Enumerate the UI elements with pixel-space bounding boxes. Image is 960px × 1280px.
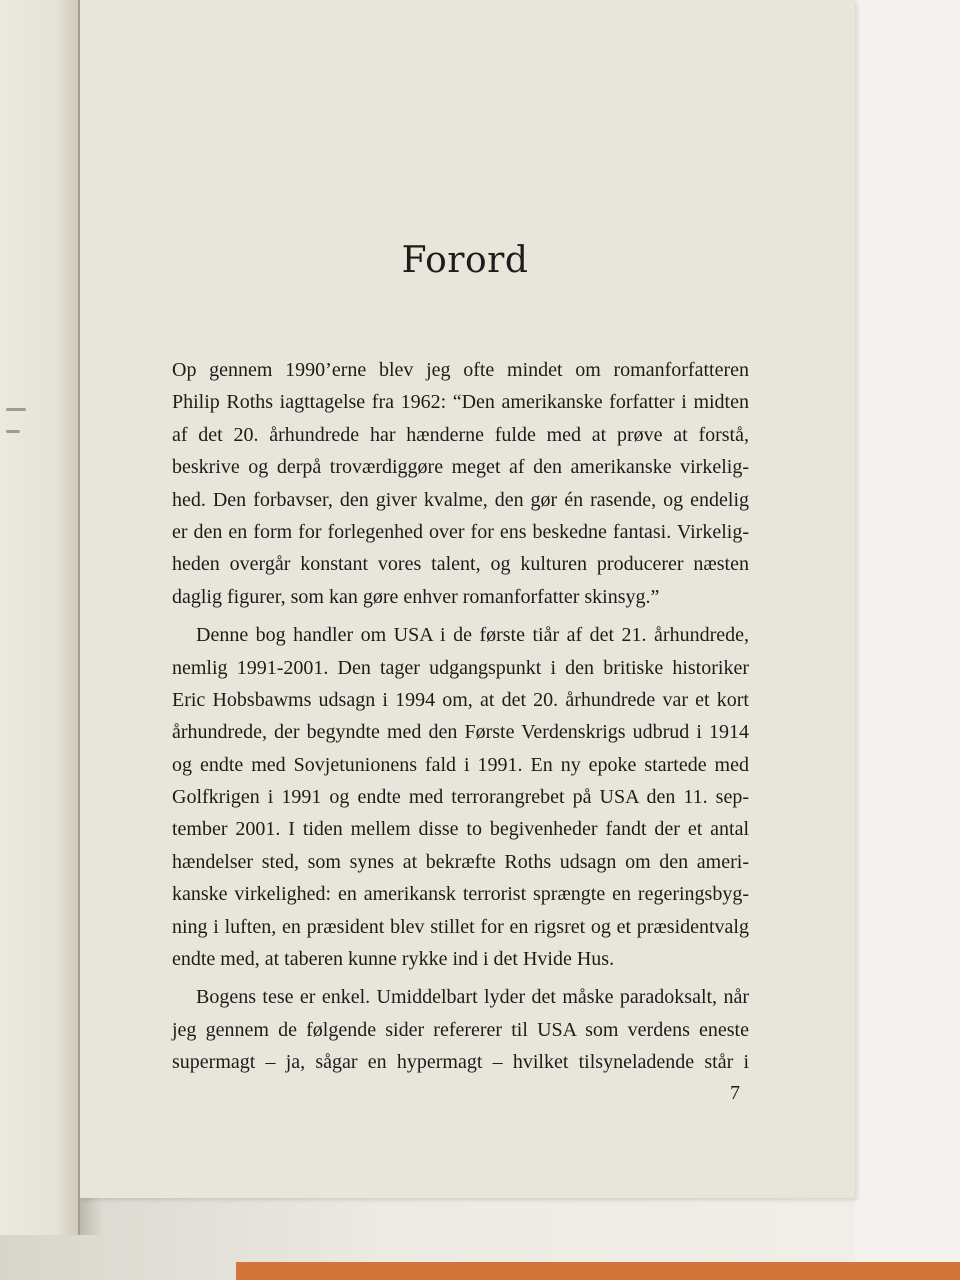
text-line: århundrede, der begyndte med den Første Verdenskrigs udbrud i 1914 bbox=[172, 721, 749, 744]
orange-surface bbox=[236, 1262, 960, 1280]
paragraph bbox=[172, 354, 749, 613]
text-line: endte med, at taberen kunne rykke ind i det Hvide Hus. bbox=[172, 948, 615, 971]
chapter-title: Forord bbox=[401, 240, 529, 281]
text-line: supermagt – ja, sågar en hypermagt – hvilket tilsyneladende står i bbox=[172, 1051, 749, 1074]
paragraph bbox=[172, 981, 749, 1078]
text-line: af det 20. århundrede har hænderne fulde med at prøve at forstå, bbox=[172, 423, 749, 446]
paragraph bbox=[172, 619, 749, 975]
text-line: hændelser sted, som synes at bekræfte Roths udsagn om den ameri- bbox=[172, 850, 749, 873]
text-line: beskrive og derpå troværdiggøre meget af den amerikanske virkelig- bbox=[172, 456, 749, 479]
text-line: Philip Roths iagttagelse fra 1962: “Den amerikanske forfatter i midten bbox=[172, 391, 749, 414]
text-line: heden overgår konstant vores talent, og kulturen producerer næsten bbox=[172, 553, 749, 576]
text-line: Denne bog handler om USA i de første tiår af det 21. århundrede, bbox=[196, 624, 749, 647]
left-page-mark bbox=[6, 430, 20, 433]
text-line: daglig figurer, som kan gøre enhver romanforfatter skinsyg.” bbox=[172, 585, 660, 608]
text-line: Eric Hobsbawms udsagn i 1994 om, at det 20. århundrede var et kort bbox=[172, 688, 749, 711]
text-line: nemlig 1991-2001. Den tager udgangspunkt i den britiske historiker bbox=[172, 656, 749, 679]
text-line: og endte med Sovjetunionens fald i 1991. En ny epoke startede med bbox=[172, 753, 749, 776]
left-page-mark bbox=[6, 408, 26, 411]
text-line: hed. Den forbavser, den giver kvalme, den gør én rasende, og endelig bbox=[172, 488, 749, 511]
text-line: Bogens tese er enkel. Umiddelbart lyder det måske paradoksalt, når bbox=[196, 986, 749, 1009]
page-number: 7 bbox=[730, 1082, 740, 1104]
text-line: Op gennem 1990’erne blev jeg ofte mindet om romanforfatteren bbox=[172, 359, 749, 381]
text-line: ning i luften, en præsident blev stillet for en rigsret og et præsidentvalg bbox=[172, 915, 749, 938]
text-line: kanske virkelighed: en amerikansk terrorist sprængte en regeringsbyg- bbox=[172, 883, 749, 906]
text-line: er den en form for forlegenhed over for ens beskedne fantasi. Virkelig- bbox=[172, 520, 749, 543]
text-line: jeg gennem de følgende sider refererer til USA som verdens eneste bbox=[172, 1018, 749, 1041]
page-edge bbox=[855, 0, 960, 1280]
text-line: Golfkrigen i 1991 og endte med terrorangrebet på USA den 11. sep- bbox=[172, 786, 749, 809]
body-text bbox=[172, 354, 749, 1079]
left-page-edge bbox=[0, 0, 80, 1235]
text-line: tember 2001. I tiden mellem disse to begivenheder fandt der et antal bbox=[172, 818, 749, 841]
